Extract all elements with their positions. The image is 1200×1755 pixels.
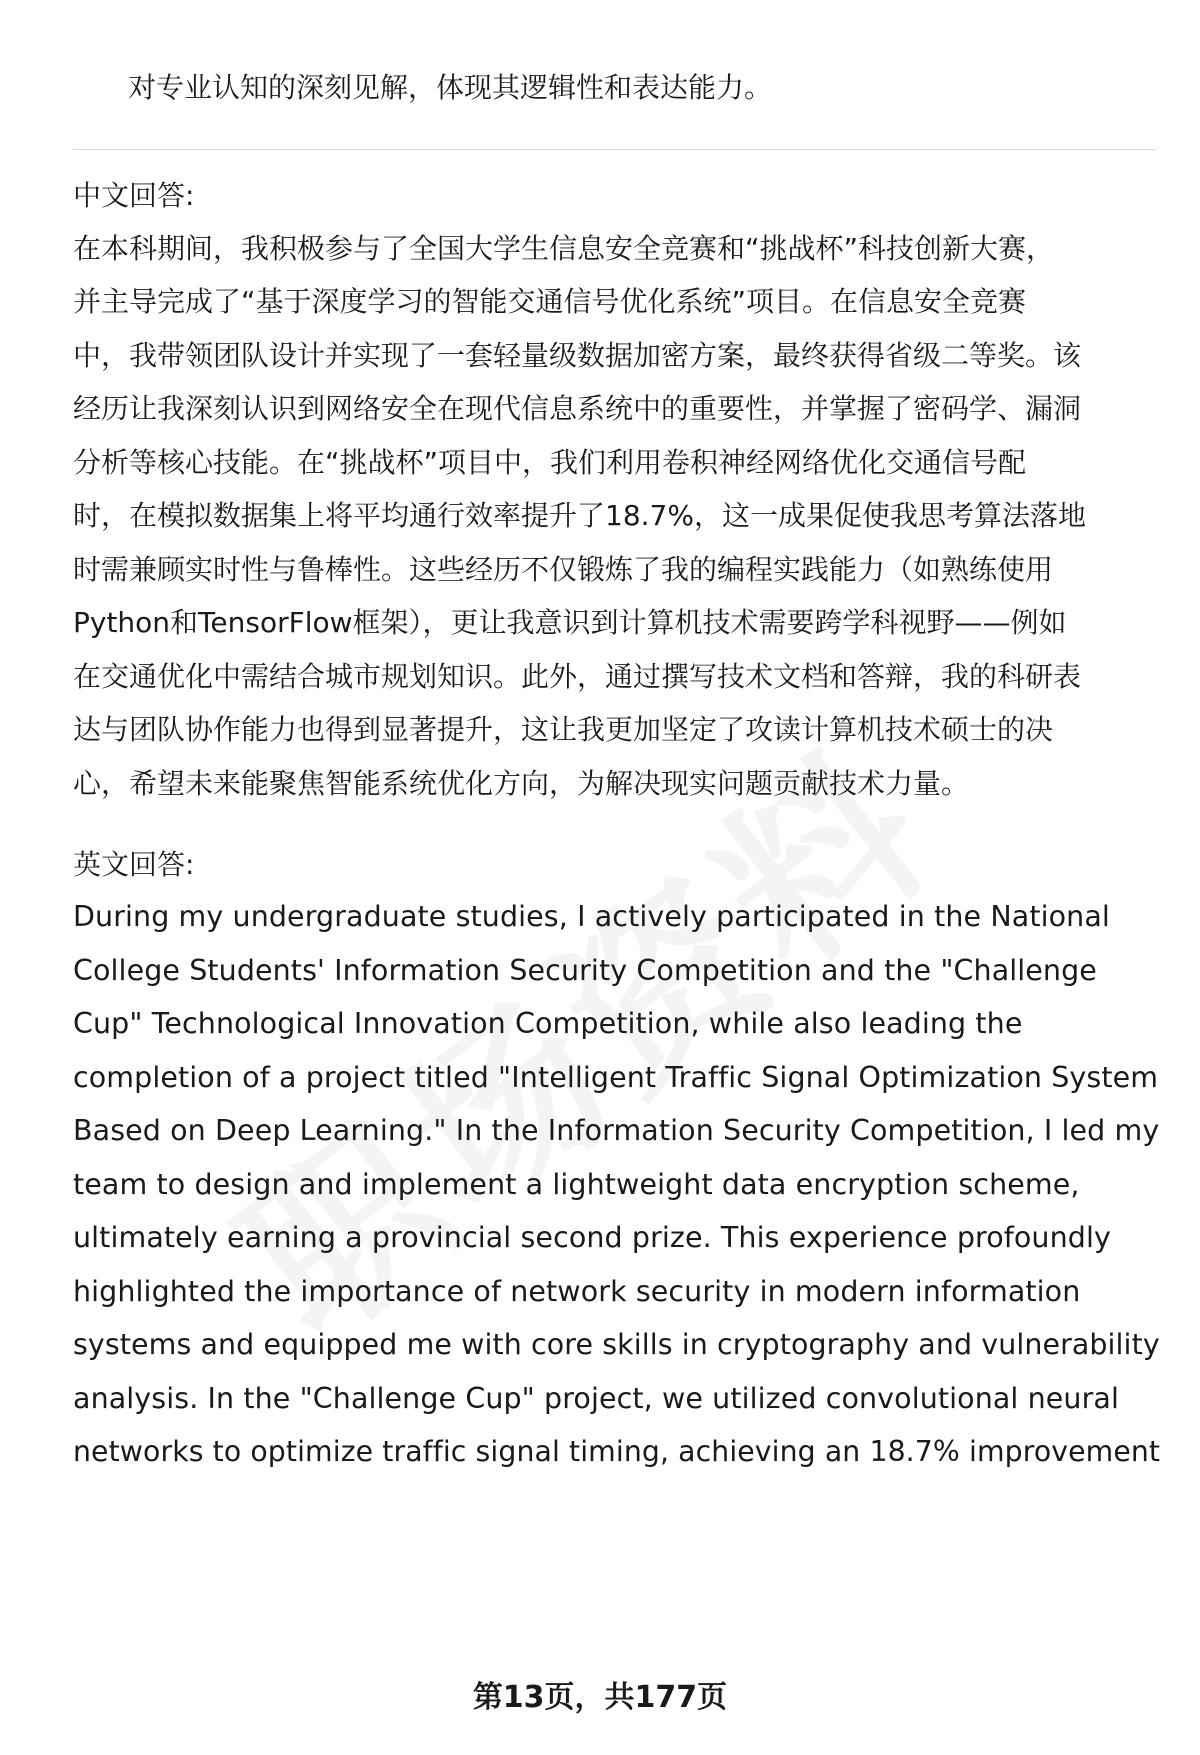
paragraph-line: Cup" Technological Innovation Competition, while also leading the: [73, 1007, 1023, 1040]
paragraph-line: 分析等核心技能。在“挑战杯”项目中，我们利用卷积神经网络优化交通信号配: [73, 446, 1027, 479]
paragraph-line: 在本科期间，我积极参与了全国大学生信息安全竞赛和“挑战杯”科技创新大赛，: [73, 232, 1055, 265]
paragraph-line: systems and equipped me with core skills in cryptography and vulnerability: [73, 1328, 1160, 1361]
page-number: 第13页，共177页: [472, 1680, 728, 1715]
paragraph-line: 心，希望未来能聚焦智能系统优化方向，为解决现实问题贡献技术力量。: [73, 767, 970, 800]
intro-text: 对专业认知的深刻见解，体现其逻辑性和表达能力。: [128, 71, 773, 104]
paragraph-line: Python和TensorFlow框架），更让我意识到计算机技术需要跨学科视野——例如: [73, 606, 1067, 639]
paragraph-line: highlighted the importance of network security in modern information: [73, 1275, 1081, 1308]
english-answer-heading: 英文回答:: [73, 848, 195, 881]
paragraph-line: analysis. In the "Challenge Cup" project, we utilized convolutional neural: [73, 1382, 1119, 1415]
paragraph-line: 经历让我深刻认识到网络安全在现代信息系统中的重要性，并掌握了密码学、漏洞: [73, 392, 1082, 425]
paragraph-line: 并主导完成了“基于深度学习的智能交通信号优化系统”项目。在信息安全竞赛: [73, 285, 1027, 318]
paragraph-line: 在交通优化中需结合城市规划知识。此外，通过撰写技术文档和答辩，我的科研表: [73, 660, 1082, 693]
chinese-answer-heading: 中文回答:: [73, 179, 195, 212]
paragraph-line: 时，在模拟数据集上将平均通行效率提升了18.7%，这一成果促使我思考算法落地: [73, 499, 1086, 532]
paragraph-line: College Students' Information Security Competition and the "Challenge: [73, 954, 1097, 987]
paragraph-line: team to design and implement a lightweight data encryption scheme,: [73, 1168, 1080, 1201]
section-divider: [73, 149, 1156, 150]
paragraph-line: ultimately earning a provincial second prize. This experience profoundly: [73, 1221, 1111, 1254]
paragraph-line: 达与团队协作能力也得到显著提升，这让我更加坚定了攻读计算机技术硕士的决: [73, 713, 1054, 746]
paragraph-line: 时需兼顾实时性与鲁棒性。这些经历不仅锻炼了我的编程实践能力（如熟练使用: [73, 553, 1054, 586]
paragraph-line: networks to optimize traffic signal timing, achieving an 18.7% improvement: [73, 1435, 1161, 1468]
paragraph-line: During my undergraduate studies, I actively participated in the National: [73, 900, 1110, 933]
paragraph-line: 中，我带领团队设计并实现了一套轻量级数据加密方案，最终获得省级二等奖。该: [73, 339, 1082, 372]
paragraph-line: completion of a project titled "Intelligent Traffic Signal Optimization System: [73, 1061, 1159, 1094]
paragraph-line: Based on Deep Learning." In the Information Security Competition, I led my: [73, 1114, 1160, 1147]
